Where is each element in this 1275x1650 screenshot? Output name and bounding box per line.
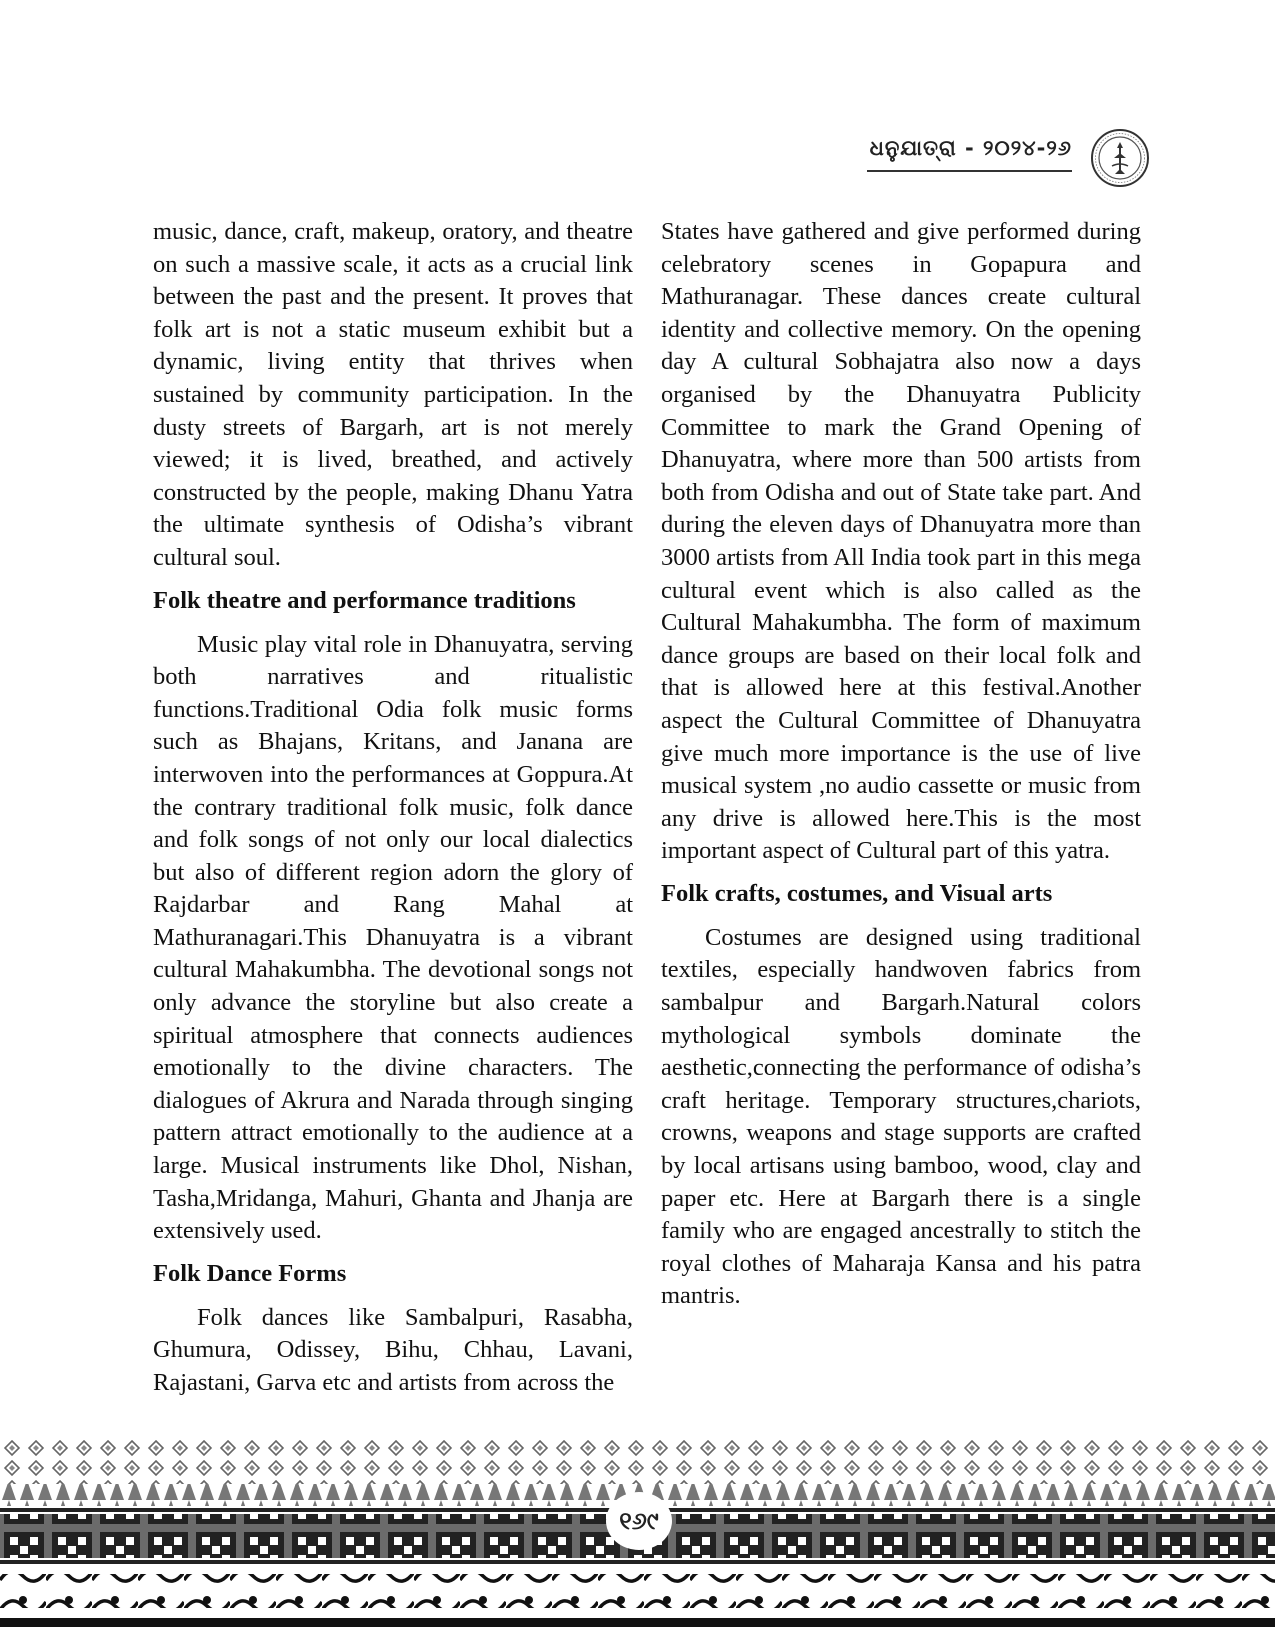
header-underline [867,170,1072,172]
left-paragraph-1: music, dance, craft, makeup, oratory, and theatre on such a massive scale, it acts as a crucial link between the past and the present. It proves that folk art is not a static museum exhibit but a dynamic, living entity that thrives when sustained by community participation. In the dusty streets of Bargarh, art is not merely viewed; it is lived, breathed, and actively constructed by the people, making Dhanu Yatra the ultimate synthesis of Odisha’s vibrant cultural soul. [153,218,633,571]
left-column [153,216,633,1416]
section-heading-folk-crafts: Folk crafts, costumes, and Visual arts [661,879,1053,907]
right-column [661,216,1141,1416]
left-paragraph-2: Music play vital role in Dhanuyatra, serving both narratives and ritualistic functions.Traditional Odia folk music forms such as Bhajans, Kritans, and Janana are interwoven into the performances at Goppura.At the contrary traditional folk music, folk dance and folk songs of not only our local dialectics but also of different region adorn the glory of Rajdarbar and Rang Mahal at Mathuranagari.This Dhanuyatra is a vibrant cultural Mahakumbha. The devotional songs not only advance the storyline but also create a spiritual atmosphere that connects audiences emotionally to the divine characters. The dialogues of Akrura and Narada through singing pattern attract emotionally to the audience at a large. Musical instruments like Dhol, Nishan, Tasha,Mridanga, Mahuri, Ghanta and Jhanja are extensively used. [153,630,633,1245]
circular-seal-icon [1090,128,1150,188]
page-header [850,128,1150,188]
right-paragraph-2: Costumes are designed using traditional textiles, especially handwoven fabrics from sambalpur and Bargarh.Natural colors mythological symbols dominate the aesthetic,connecting the performance of odisha’s craft heritage. Temporary structures,chariots, crowns, weapons and stage supports are crafted by local artisans using bamboo, wood, clay and paper etc. Here at Bargarh there is a single family who are engaged ancestrally to stitch the royal clothes of Maharaja Kansa and his patra mantris. [661,923,1141,1310]
section-heading-folk-theatre: Folk theatre and performance traditions [153,586,576,614]
right-paragraph-1: States have gathered and give performed during celebratory scenes in Gopapura and Mathuranagar. These dances create cultural identity and collective memory. On the opening day A cultural Sobhajatra also now a days organised by the Dhanuyatra Publicity Committee to mark the Grand Opening of Dhanuyatra, where more than 500 artists from both from Odisha and out of State take part. And during the eleven days of Dhanuyatra more than 3000 artists from All India took part in this mega cultural event which is also called as the Cultural Mahakumbha. The form of maximum dance groups are based on their local folk and that is allowed here at this festival.Another aspect the Cultural Committee of Dhanuyatra give much more importance is the use of live musical system ,no audio cassette or music from any drive is allowed here.This is the most important aspect of Cultural part of this yatra. [661,218,1141,865]
section-heading-folk-dance: Folk Dance Forms [153,1259,347,1287]
page-number: ୧୬୯ [606,1492,672,1550]
left-paragraph-3: Folk dances like Sambalpuri, Rasabha, Ghumura, Odissey, Bihu, Chhau, Lavani, Rajastani, Garva etc and artists from across the [153,1303,633,1396]
header-title: ଧନୁଯାତ୍ରା - ୨୦୨୪-୨୬ [869,136,1072,160]
